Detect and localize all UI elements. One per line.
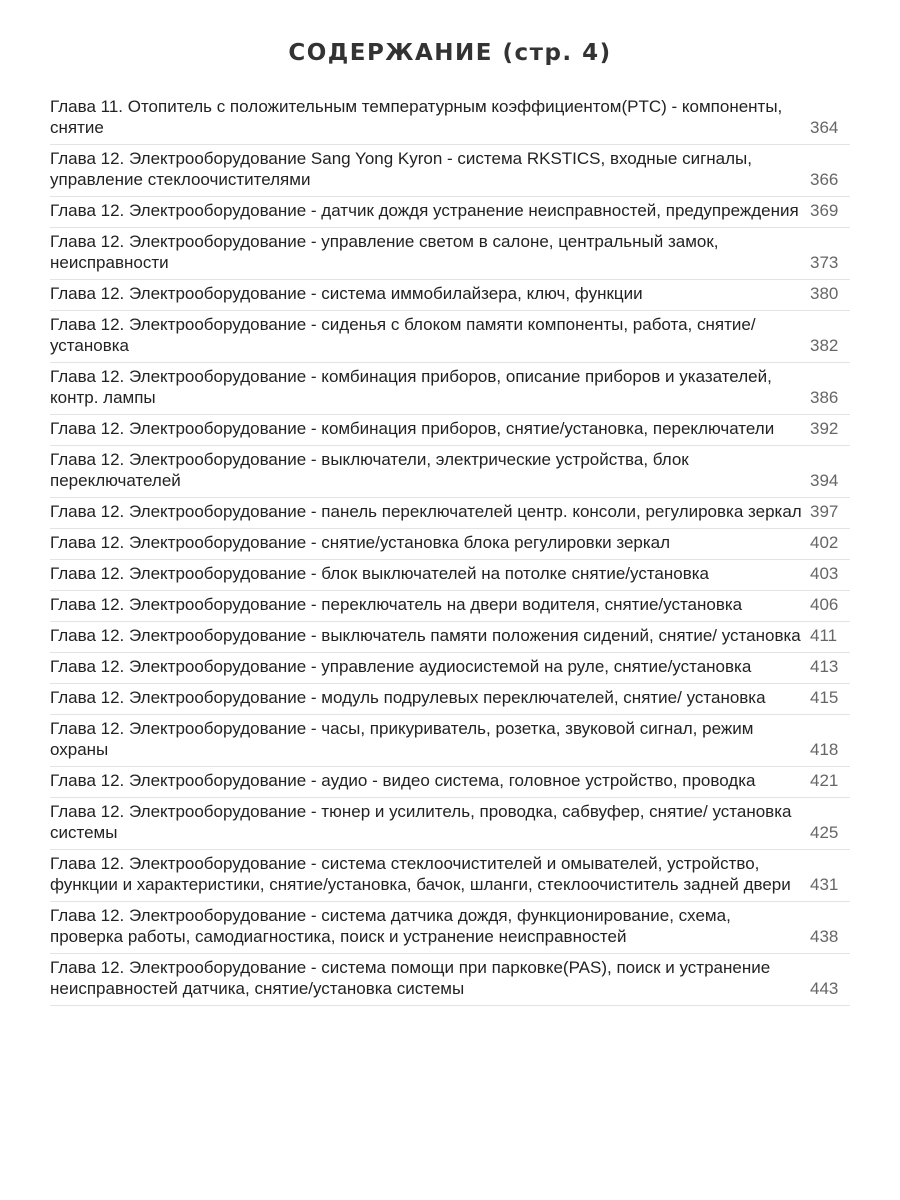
- toc-entry-page: 392: [810, 419, 839, 438]
- toc-entry[interactable]: [50, 228, 850, 280]
- toc-entry-page: 406: [810, 595, 839, 614]
- toc-entry[interactable]: [50, 954, 850, 1006]
- toc-entry-title: Глава 12. Электрооборудование - система помощи при парковке(PAS), поиск и устранение неисправностей датчика, снятие/установка системы: [50, 958, 771, 998]
- toc-entry-page: 366: [810, 170, 839, 189]
- toc-entry-page: 403: [810, 564, 839, 583]
- toc-entry[interactable]: [50, 446, 850, 498]
- toc-entry-title: Глава 12. Электрооборудование - система иммобилайзера, ключ, функции: [50, 284, 643, 303]
- toc-entry-page: 418: [810, 740, 839, 759]
- toc-entry-page: 431: [810, 875, 839, 894]
- toc-entry-title: Глава 12. Электрооборудование - система стеклоочистителей и омывателей, устройство, функции и характеристики, снятие/установка, бачок, шланги, стеклоочиститель задней двери: [50, 854, 791, 894]
- toc-entry-page: 402: [810, 533, 839, 552]
- toc-entry-title: Глава 12. Электрооборудование - датчик дождя устранение неисправностей, предупреждения: [50, 201, 799, 220]
- toc-entry-page: 415: [810, 688, 839, 707]
- toc-entry-page: 413: [810, 657, 839, 676]
- toc-entry[interactable]: [50, 93, 850, 145]
- toc-entry[interactable]: [50, 850, 850, 902]
- toc-entry-page: 421: [810, 771, 839, 790]
- toc-entry[interactable]: [50, 498, 850, 529]
- toc-entry[interactable]: [50, 529, 850, 560]
- toc-entry-page: 373: [810, 253, 839, 272]
- toc-entry[interactable]: [50, 591, 850, 622]
- toc-entry-title: Глава 12. Электрооборудование - комбинация приборов, описание приборов и указателей, контр. лампы: [50, 367, 772, 407]
- toc-entry[interactable]: [50, 622, 850, 653]
- toc-entry[interactable]: [50, 653, 850, 684]
- toc-entry[interactable]: [50, 280, 850, 311]
- toc-entry-title: Глава 12. Электрооборудование - снятие/установка блока регулировки зеркал: [50, 533, 671, 552]
- page-title: СОДЕРЖАНИЕ (стр. 4): [288, 40, 612, 66]
- table-of-contents: [50, 93, 850, 1006]
- toc-entry-page: 411: [810, 626, 838, 645]
- toc-entry-title: Глава 12. Электрооборудование - комбинация приборов, снятие/установка, переключатели: [50, 419, 775, 438]
- toc-entry[interactable]: [50, 363, 850, 415]
- toc-entry-title: Глава 12. Электрооборудование - переключатель на двери водителя, снятие/установка: [50, 595, 743, 614]
- toc-entry-title: Глава 12. Электрооборудование Sang Yong Kyron - система RKSTICS, входные сигналы, управление стеклоочистителями: [50, 149, 752, 189]
- toc-entry[interactable]: [50, 684, 850, 715]
- toc-entry-page: 394: [810, 471, 839, 490]
- toc-entry-title: Глава 12. Электрооборудование - выключатели, электрические устройства, блок переключателей: [50, 450, 689, 490]
- toc-entry[interactable]: [50, 767, 850, 798]
- toc-entry[interactable]: [50, 197, 850, 228]
- toc-entry-page: 425: [810, 823, 839, 842]
- toc-entry[interactable]: [50, 798, 850, 850]
- toc-entry[interactable]: [50, 902, 850, 954]
- toc-entry-page: 364: [810, 118, 839, 137]
- toc-entry-page: 438: [810, 927, 839, 946]
- toc-entry-page: 369: [810, 201, 839, 220]
- toc-entry[interactable]: [50, 715, 850, 767]
- toc-entry-title: Глава 12. Электрооборудование - панель переключателей центр. консоли, регулировка зеркал: [50, 502, 802, 521]
- toc-entry[interactable]: [50, 560, 850, 591]
- toc-entry-page: 397: [810, 502, 839, 521]
- toc-entry-page: 386: [810, 388, 839, 407]
- toc-entry[interactable]: [50, 311, 850, 363]
- toc-entry-title: Глава 12. Электрооборудование - управление аудиосистемой на руле, снятие/установка: [50, 657, 752, 676]
- toc-entry[interactable]: [50, 415, 850, 446]
- toc-entry-title: Глава 12. Электрооборудование - выключатель памяти положения сидений, снятие/ установка: [50, 626, 801, 645]
- toc-entry-title: Глава 12. Электрооборудование - аудио - видео система, головное устройство, проводка: [50, 771, 756, 790]
- toc-entry-title: Глава 12. Электрооборудование - система датчика дождя, функционирование, схема, проверка работы, самодиагностика, поиск и устранение неисправностей: [50, 906, 731, 946]
- toc-entry-title: Глава 11. Отопитель с положительным температурным коэффициентом(PTC) - компоненты, снятие: [50, 97, 783, 137]
- toc-entry-page: 443: [810, 979, 839, 998]
- toc-entry-page: 382: [810, 336, 839, 355]
- toc-entry[interactable]: [50, 145, 850, 197]
- toc-entry-title: Глава 12. Электрооборудование - тюнер и усилитель, проводка, сабвуфер, снятие/ установка системы: [50, 802, 792, 842]
- toc-entry-title: Глава 12. Электрооборудование - управление светом в салоне, центральный замок, неисправности: [50, 232, 719, 272]
- toc-entry-title: Глава 12. Электрооборудование - сиденья с блоком памяти компоненты, работа, снятие/установка: [50, 315, 756, 355]
- toc-entry-title: Глава 12. Электрооборудование - часы, прикуриватель, розетка, звуковой сигнал, режим охраны: [50, 719, 754, 759]
- toc-entry-page: 380: [810, 284, 839, 303]
- toc-entry-title: Глава 12. Электрооборудование - блок выключателей на потолке снятие/установка: [50, 564, 710, 583]
- toc-entry-title: Глава 12. Электрооборудование - модуль подрулевых переключателей, снятие/ установка: [50, 688, 766, 707]
